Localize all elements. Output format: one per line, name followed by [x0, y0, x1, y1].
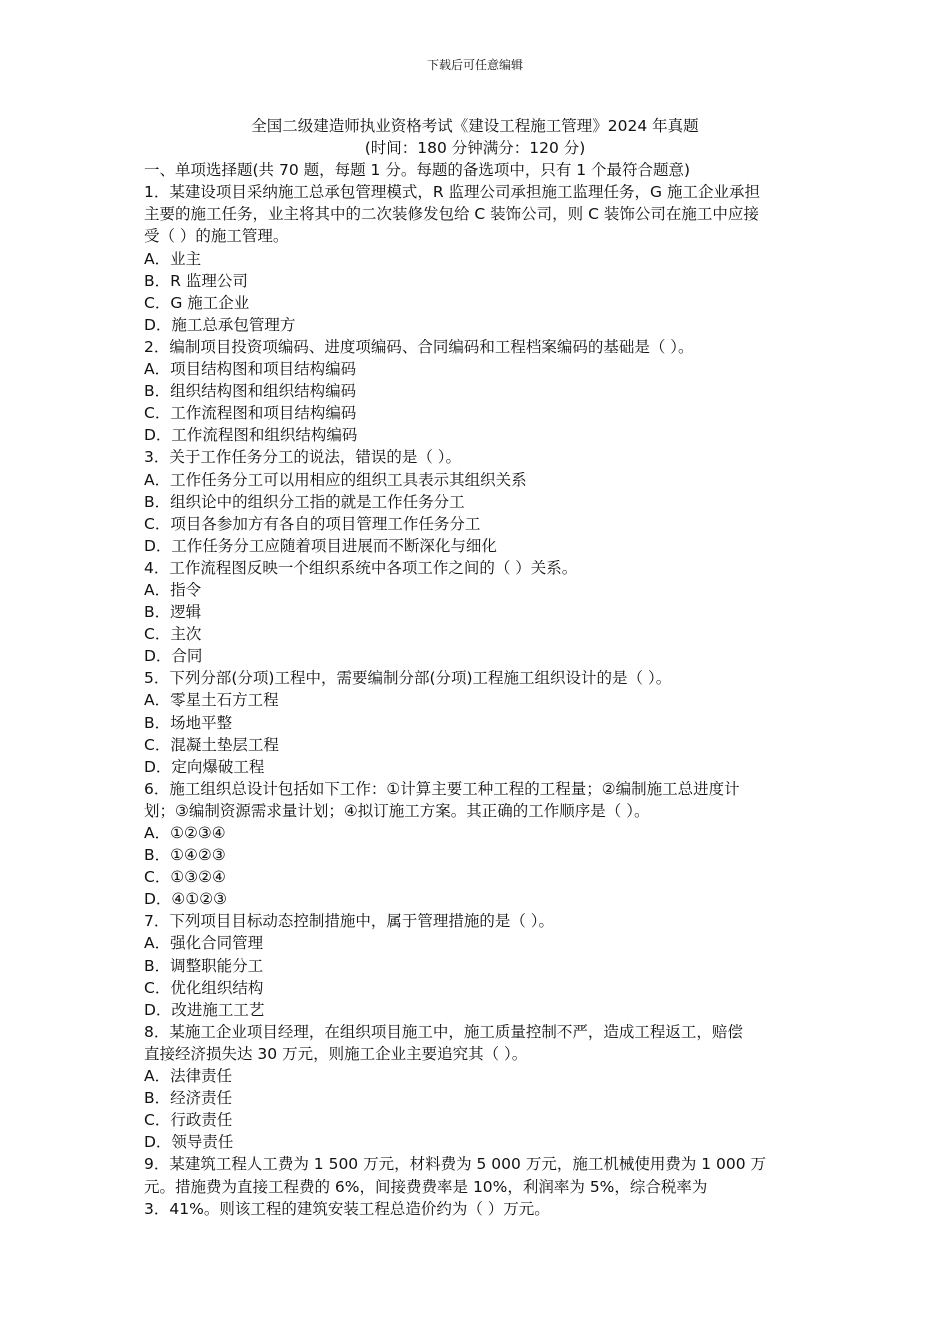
- question-list: [144, 181, 806, 1219]
- question-stem-line: 元。措施费为直接工程费的 6%，间接费费率是 10%，利润率为 5%，综合税率为: [144, 1177, 708, 1196]
- question-item: [144, 910, 806, 1020]
- exam-document: [144, 115, 806, 1220]
- question-stem-line: 受（ ）的施工管理。: [144, 227, 289, 246]
- question-stem-line: 8．某施工企业项目经理，在组织项目施工中，施工质量控制不严，造成工程返工，赔偿: [144, 1022, 743, 1041]
- answer-option: C．行政责任: [144, 1111, 233, 1130]
- answer-option: D．④①②③: [144, 890, 228, 909]
- question-stem-line: 2．编制项目投资项编码、进度项编码、合同编码和工程档案编码的基础是（ ）。: [144, 337, 694, 356]
- question-stem-line: 主要的施工任务，业主将其中的二次装修发包给 C 装饰公司，则 C 装饰公司在施工中应接: [144, 205, 759, 224]
- answer-option: A．①②③④: [144, 824, 226, 842]
- answer-option: D．改进施工工艺: [144, 1000, 265, 1019]
- question-item: [144, 1021, 806, 1154]
- question-stem-line: 6．施工组织总设计包括如下工作：①计算主要工种工程的工程量；②编制施工总进度计: [144, 779, 740, 798]
- answer-option: B．经济责任: [144, 1089, 233, 1108]
- question-item: [144, 667, 806, 777]
- answer-option: D．定向爆破工程: [144, 757, 265, 776]
- question-item: [144, 336, 806, 446]
- answer-option: A．强化合同管理: [144, 934, 264, 953]
- question-stem-line: 7．下列项目目标动态控制措施中，属于管理措施的是（ ）。: [144, 912, 555, 931]
- answer-option: D．工作任务分工应随着项目进展而不断深化与细化: [144, 536, 497, 555]
- answer-option: B．R 监理公司: [144, 271, 248, 290]
- answer-option: B．场地平整: [144, 713, 233, 732]
- question-stem-line: 9．某建筑工程人工费为 1 500 万元，材料费为 5 000 万元，施工机械使用费为 1 000 万: [144, 1155, 767, 1174]
- question-item: [144, 446, 806, 556]
- answer-option: D．工作流程图和组织结构编码: [144, 426, 358, 445]
- answer-option: D．领导责任: [144, 1133, 234, 1152]
- answer-option: A．指令: [144, 580, 202, 599]
- answer-option: C．工作流程图和项目结构编码: [144, 404, 357, 423]
- answer-option: B．组织论中的组织分工指的就是工作任务分工: [144, 492, 465, 511]
- answer-option: B．组织结构图和组织结构编码: [144, 382, 357, 401]
- section-heading: 一、单项选择题(共 70 题，每题 1 分。每题的备选项中，只有 1 个最符合题意): [144, 161, 691, 180]
- answer-option: A．项目结构图和项目结构编码: [144, 360, 357, 379]
- answer-option: A．零星土石方工程: [144, 691, 279, 710]
- answer-option: C．主次: [144, 625, 202, 644]
- question-item: [144, 1153, 806, 1219]
- answer-option: D．合同: [144, 647, 203, 666]
- answer-option: B．调整职能分工: [144, 956, 264, 975]
- answer-option: A．业主: [144, 249, 202, 268]
- answer-option: A．法律责任: [144, 1067, 233, 1086]
- question-stem-line: 3．关于工作任务分工的说法，错误的是（ ）。: [144, 448, 462, 467]
- answer-option: B．逻辑: [144, 603, 202, 622]
- answer-option: D．施工总承包管理方: [144, 315, 296, 334]
- answer-option: B．①④②③: [144, 846, 226, 865]
- header-note: 下载后可任意编辑: [426, 58, 523, 72]
- question-stem-line: 直接经济损失达 30 万元，则施工企业主要追究其（ ）。: [144, 1044, 528, 1063]
- answer-option: C．混凝土垫层工程: [144, 735, 279, 754]
- exam-subtitle: (时间：180 分钟满分：120 分): [364, 139, 586, 158]
- answer-option: A．工作任务分工可以用相应的组织工具表示其组织关系: [144, 470, 527, 489]
- question-item: [144, 181, 806, 336]
- question-stem-line: 1．某建设项目采纳施工总承包管理模式，R 监理公司承担施工监理任务，G 施工企业承担: [144, 183, 760, 202]
- answer-option: C．项目各参加方有各自的项目管理工作任务分工: [144, 514, 481, 533]
- question-item: [144, 557, 806, 667]
- question-item: [144, 778, 806, 911]
- question-stem-line: 3．41%。则该工程的建筑安装工程总造价约为（ ）万元。: [144, 1199, 550, 1218]
- exam-title: 全国二级建造师执业资格考试《建设工程施工管理》2024 年真题: [251, 117, 699, 135]
- answer-option: C．G 施工企业: [144, 293, 250, 312]
- question-stem-line: 5．下列分部(分项)工程中，需要编制分部(分项)工程施工组织设计的是（ ）。: [144, 669, 672, 688]
- answer-option: C．优化组织结构: [144, 978, 264, 997]
- question-stem-line: 4．工作流程图反映一个组织系统中各项工作之间的（ ）关系。: [144, 558, 578, 577]
- answer-option: C．①③②④: [144, 868, 226, 887]
- question-stem-line: 划；③编制资源需求量计划；④拟订施工方案。其正确的工作顺序是（ ）。: [144, 801, 650, 820]
